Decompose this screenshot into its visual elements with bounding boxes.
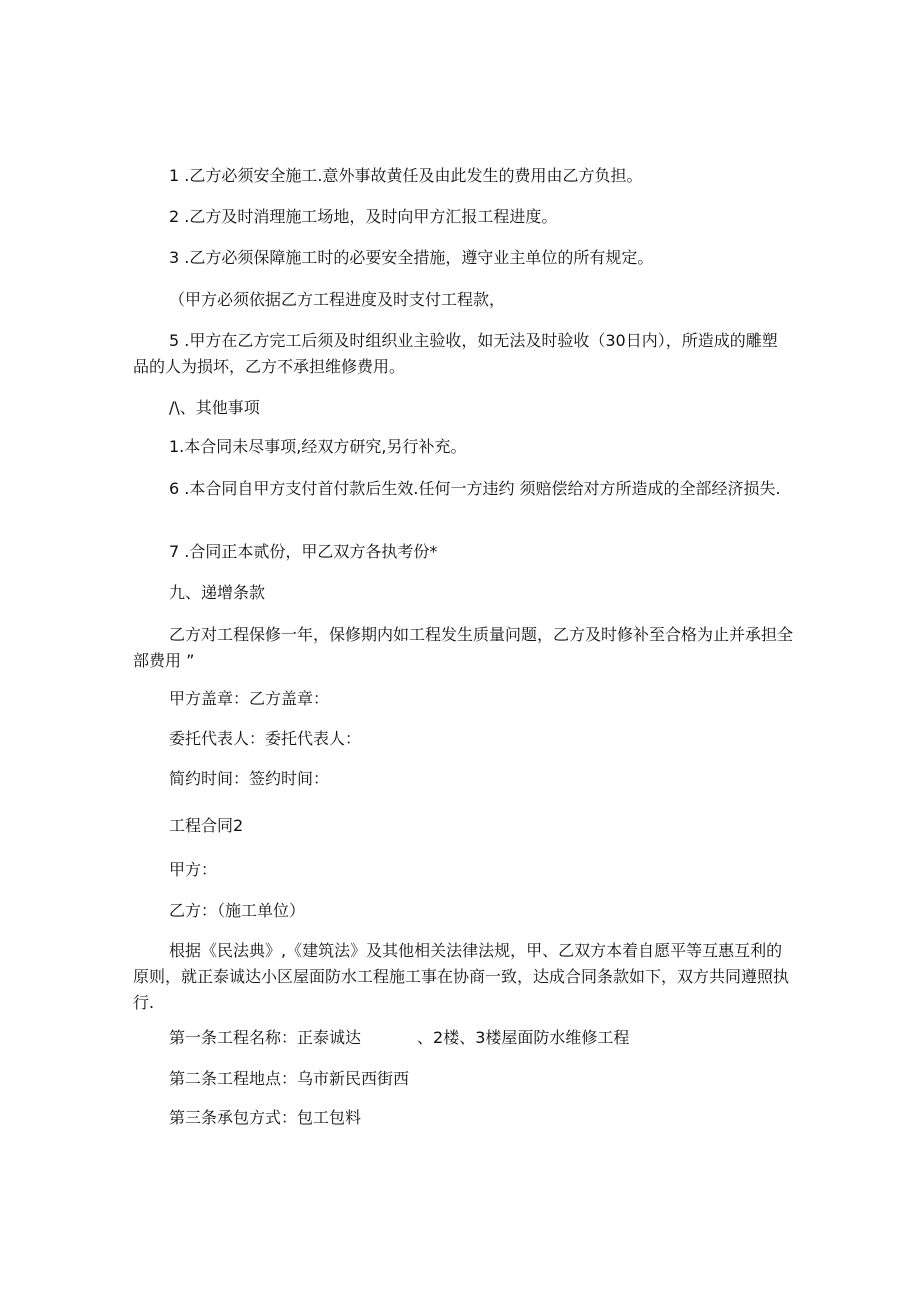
signing-time-line: 简约时间：签约时间： bbox=[169, 769, 330, 788]
article-1-suffix: 、2楼、3楼屋面防水维修工程 bbox=[417, 1028, 630, 1047]
seal-line: 甲方盖章：乙方盖章： bbox=[169, 689, 330, 708]
party-b-line: 乙方：（施工单位） bbox=[169, 901, 306, 920]
clause-1: 1 .乙方必须安全施工.意外事故黄任及由此发生的费用由乙方负担。 bbox=[169, 166, 643, 185]
representative-line: 委托代表人：委托代表人： bbox=[169, 729, 362, 748]
clause-4: （甲方必须依据乙方工程进度及时支付工程款， bbox=[169, 290, 506, 309]
section-heading-additional-terms: 九、递增条款 bbox=[169, 583, 266, 602]
other-clause-7: 7 .合同正本贰份，甲乙双方各执考份* bbox=[169, 542, 438, 561]
party-a-line: 甲方： bbox=[169, 860, 218, 879]
preamble: 根据《民法典》,《建筑法》及其他相关法律法规，甲、乙双方本着自愿平等互惠互利的原则，就正泰诚达小区屋面防水工程施工事在协商一致，达成合同条款如下，双方共同遵照执行. bbox=[133, 941, 790, 1012]
section-heading-other-matters: /\、其他事项 bbox=[169, 398, 260, 417]
article-1-project-name bbox=[133, 1025, 793, 1051]
clause-2: 2 .乙方及时消理施工场地，及时向甲方汇报工程进度。 bbox=[169, 207, 558, 226]
warranty-clause: 乙方对工程保修一年，保修期内如工程发生质量问题，乙方及时修补至合格为止并承担全部费用 ” bbox=[133, 625, 794, 670]
contract-title: 工程合同2 bbox=[169, 816, 244, 835]
article-2-project-location: 第二条工程地点：乌市新民西街西 bbox=[169, 1069, 410, 1088]
article-3-contract-method: 第三条承包方式：包工包料 bbox=[169, 1108, 362, 1127]
other-clause-6: 6 .本合同自甲方支付首付款后生效.任何一方违约 须赔偿给对方所造成的全部经济损失. bbox=[169, 479, 781, 498]
clause-3: 3 .乙方必须保障施工时的必要安全措施，遵守业主单位的所有规定。 bbox=[169, 248, 654, 267]
other-clause-1: 1.本合同未尽事项,经双方研究,另行补充。 bbox=[169, 437, 467, 456]
article-1-prefix: 第一条工程名称：正泰诚达 bbox=[169, 1028, 362, 1047]
clause-5: 5 .甲方在乙方完工后须及时组织业主验收，如无法及时验收（30日内），所造成的雕塑品的人为损坏，乙方不承担维修费用。 bbox=[133, 331, 778, 376]
